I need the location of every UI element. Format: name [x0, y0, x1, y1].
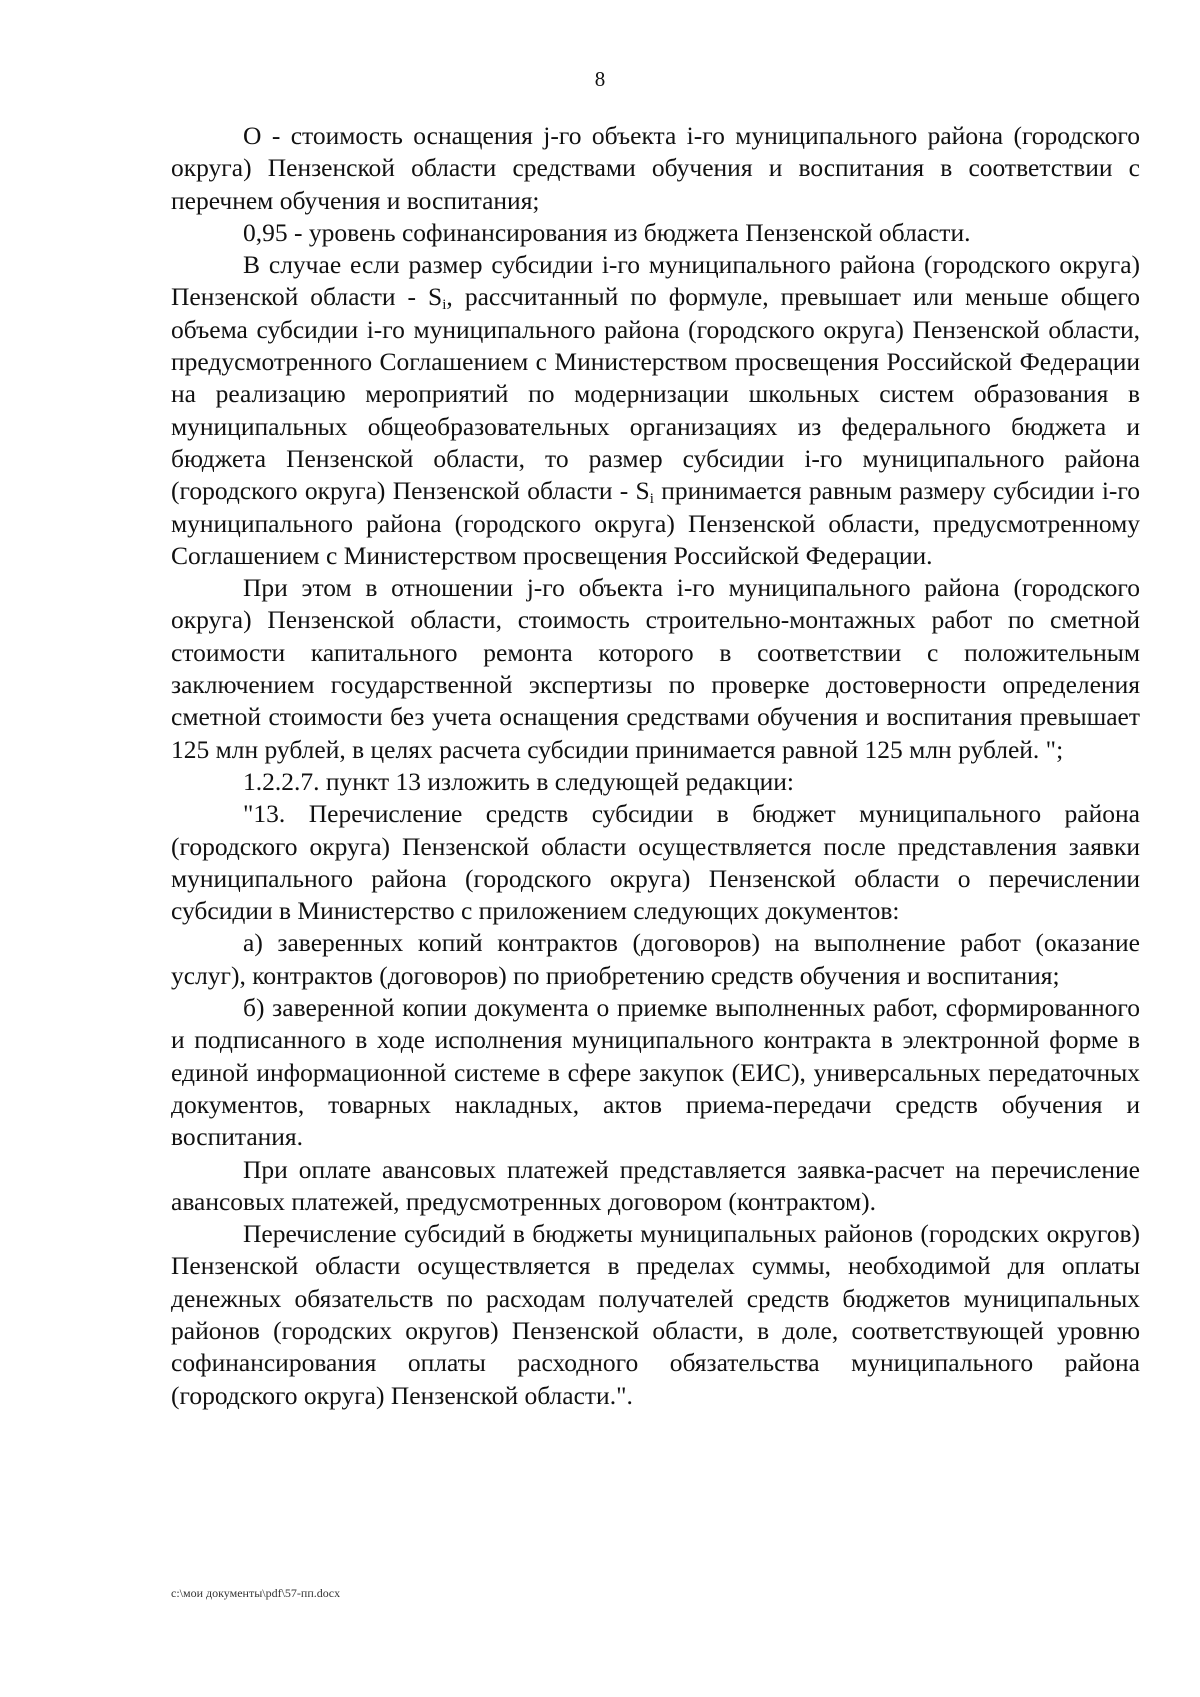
paragraph-cofinancing-level: 0,95 - уровень софинансирования из бюджета Пензенской области.	[243, 217, 971, 247]
paragraph-amendment-item: 1.2.2.7. пункт 13 изложить в следующей редакции:	[243, 766, 794, 796]
subscript-i: i	[649, 491, 654, 508]
paragraph-subsidy-size-part3: принимается равным размеру субсидии i-го муниципального района (городского округа) Пензенской области, предусмотренному Соглашением с Министерством просвещения Российской Федерации.	[171, 476, 1140, 570]
paragraph-cost-definition: О - стоимость оснащения j-го объекта i-го муниципального района (городского округа) Пензенской области средствами обучения и воспитания в соответствии с перечнем обучения и воспитания;	[171, 121, 1140, 215]
paragraph-subsidy-size-part1: В случае если размер субсидии i-го муниципального района (городского округа) Пензенской области - S	[171, 250, 1140, 312]
list-item-b: б) заверенной копии документа о приемке выполненных работ, сформированного и подписанного в ходе исполнения муниципального контракта в электронной форме в единой информационной системе в сфере закупок (ЕИС), универсальных передаточных документов, товарных накладных, актов приема-передачи средств обучения и воспитания.	[171, 993, 1140, 1152]
paragraph-clause-13: "13. Перечисление средств субсидии в бюджет муниципального района (городского округа) Пензенской области осуществляется после представления заявки муниципального района (городского округа) Пензенской области о перечислении субсидии в Министерство с приложением следующих документов:	[171, 799, 1140, 926]
paragraph-advance-payments: При оплате авансовых платежей представляется заявка-расчет на перечисление авансовых платежей, предусмотренных договором (контрактом).	[171, 1154, 1140, 1216]
paragraph-transfer-limits: Перечисление субсидий в бюджеты муниципальных районов (городских округов) Пензенской области осуществляется в пределах суммы, необходимой для оплаты денежных обязательств по расходам получателей средств бюджетов муниципальных районов (городских округов) Пензенской области, в доле, соответствующей уровню софинансирования оплаты расходного обязательства муниципального района (городского округа) Пензенской области.".	[171, 1219, 1140, 1410]
paragraph-subsidy-size-part2: , рассчитанный по формуле, превышает или меньше общего объема субсидии i-го муниципального района (городского округа) Пензенской области, предусмотренного Соглашением с Министерством просвещения Российской Федерации на реализацию мероприятий по модернизации школьных систем образования в муниципальных общеобразовательных организациях из федерального бюджета и бюджета Пензенской области, то размер субсидии i-го муниципального района (городского округа) Пензенской области - S	[171, 282, 1140, 506]
document-body	[171, 120, 1140, 1412]
paragraph-construction-cost: При этом в отношении j-го объекта i-го муниципального района (городского округа) Пензенской области, стоимость строительно-монтажных работ по сметной стоимости капитального ремонта которого в соответствии с положительным заключением государственной экспертизы по проверке достоверности определения сметной стоимости без учета оснащения средствами обучения и воспитания превышает 125 млн рублей, в целях расчета субсидии принимается равной 125 млн рублей. ";	[171, 573, 1140, 764]
paragraph-subsidy-size	[171, 249, 1140, 572]
page-number: 8	[594, 67, 606, 91]
footer-file-path: c:\мои документы\pdf\57-пп.docx	[171, 1586, 341, 1600]
list-item-a: а) заверенных копий контрактов (договоров) на выполнение работ (оказание услуг), контрактов (договоров) по приобретению средств обучения и воспитания;	[171, 928, 1140, 990]
subscript-i: i	[442, 297, 447, 314]
